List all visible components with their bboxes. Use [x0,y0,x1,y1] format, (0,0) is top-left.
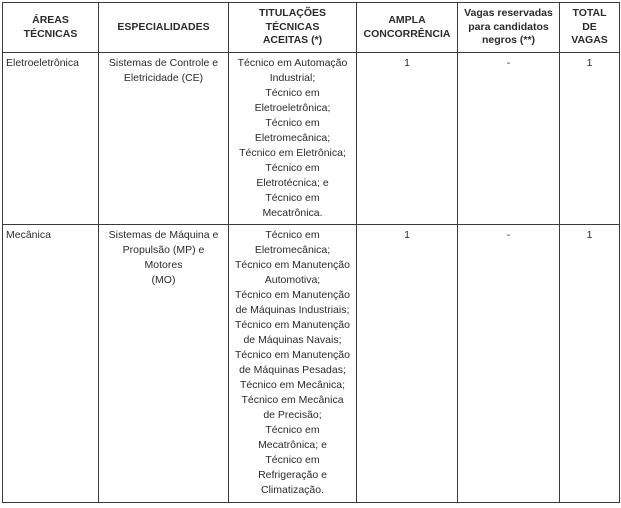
header-titulacoes-line: ACEITAS (*) [262,34,323,47]
titulacao-line: Técnico em Eletrônica; [239,147,346,159]
titulacao-line: Técnico em Mecânica [241,394,344,406]
header-total-vagas [560,3,620,53]
titulacao-line: Técnico em Manutenção [235,349,350,361]
titulacao-line: Industrial; [269,72,316,84]
cell-total: 1 [560,53,620,225]
titulacao-line: Técnico em [265,192,320,204]
titulacao-line: Técnico em [265,162,320,174]
titulacao-line: Técnico em Manutenção [235,319,350,331]
titulacao-line: Técnico em Manutenção [235,289,350,301]
header-areas-tecnicas [3,3,99,53]
titulacao-line: Climatização. [260,484,325,496]
cell-total: 1 [560,225,620,503]
titulacao-line: Mecatrônica. [262,207,323,219]
header-especialidades [99,3,229,53]
titulacao-line: de Máquinas Pesadas; [239,364,346,376]
titulacao-line: Eletrotécnica; e [256,177,329,189]
cell-especialidade [99,53,229,225]
titulacao-line: Eletromecânica; [254,244,331,256]
cell-titulacoes [229,53,357,225]
titulacao-line: Técnico em [265,87,320,99]
cell-reservadas: - [458,225,560,503]
titulacao-line: Automotiva; [264,274,321,286]
header-titulacoes-line: TITULAÇÕES TÉCNICAS [258,7,327,33]
cell-ampla: 1 [357,53,458,225]
header-ampla-line: CONCORRÊNCIA [363,27,451,40]
table-row [3,53,620,225]
titulacao-line: de Máquinas Industriais; [235,304,350,316]
titulacao-line: Técnico em [265,424,320,436]
table-header-row [3,3,620,53]
titulacao-line: Eletroeletrônica; [254,102,331,114]
titulacao-line: Técnico em [265,454,320,466]
titulacao-line: Técnico em [265,117,320,129]
header-reservadas-line: negros (**) [481,34,536,47]
cell-titulacoes [229,225,357,503]
titulacao-line: Técnico em Automação [237,57,348,69]
table-row [3,225,620,503]
titulacao-line: Técnico em [265,229,320,241]
header-especialidades-label: ESPECIALIDADES [117,20,210,33]
header-ampla-line: AMPLA [388,14,426,26]
titulacao-line: Mecatrônica; e [258,439,327,451]
titulacao-line: Técnico em Manutenção [235,259,350,271]
header-reservadas-line: Vagas reservadas [464,7,553,20]
header-total-line: TOTAL [572,7,607,20]
titulacao-line: Técnico em Mecânica; [239,379,346,391]
titulacao-line: Refrigeração e [258,469,327,481]
header-areas-line: TÉCNICAS [23,27,78,40]
cell-especialidade [99,225,229,503]
header-reservadas-line: para candidatos [468,20,549,33]
cell-area: Mecânica [3,225,99,503]
header-total-line: DE [582,20,597,33]
titulacao-line: de Precisão; [263,409,322,421]
vagas-table [2,2,620,503]
header-titulacoes [229,3,357,53]
header-areas-line: ÁREAS [32,14,69,26]
cell-reservadas: - [458,53,560,225]
titulacao-line: de Máquinas Navais; [243,334,342,346]
especialidade-line: Sistemas de Máquina e [108,229,219,241]
header-vagas-reservadas [458,3,560,53]
header-ampla-concorrencia [357,3,458,53]
titulacao-line: Eletromecânica; [254,132,331,144]
especialidade-line: (MO) [151,274,176,286]
header-total-line: VAGAS [571,34,608,47]
especialidade-line: Eletricidade (CE) [123,72,204,84]
especialidade-line: Sistemas de Controle e [108,57,219,69]
cell-area: Eletroeletrônica [3,53,99,225]
cell-ampla: 1 [357,225,458,503]
especialidade-line: Propulsão (MP) e Motores [122,244,205,271]
